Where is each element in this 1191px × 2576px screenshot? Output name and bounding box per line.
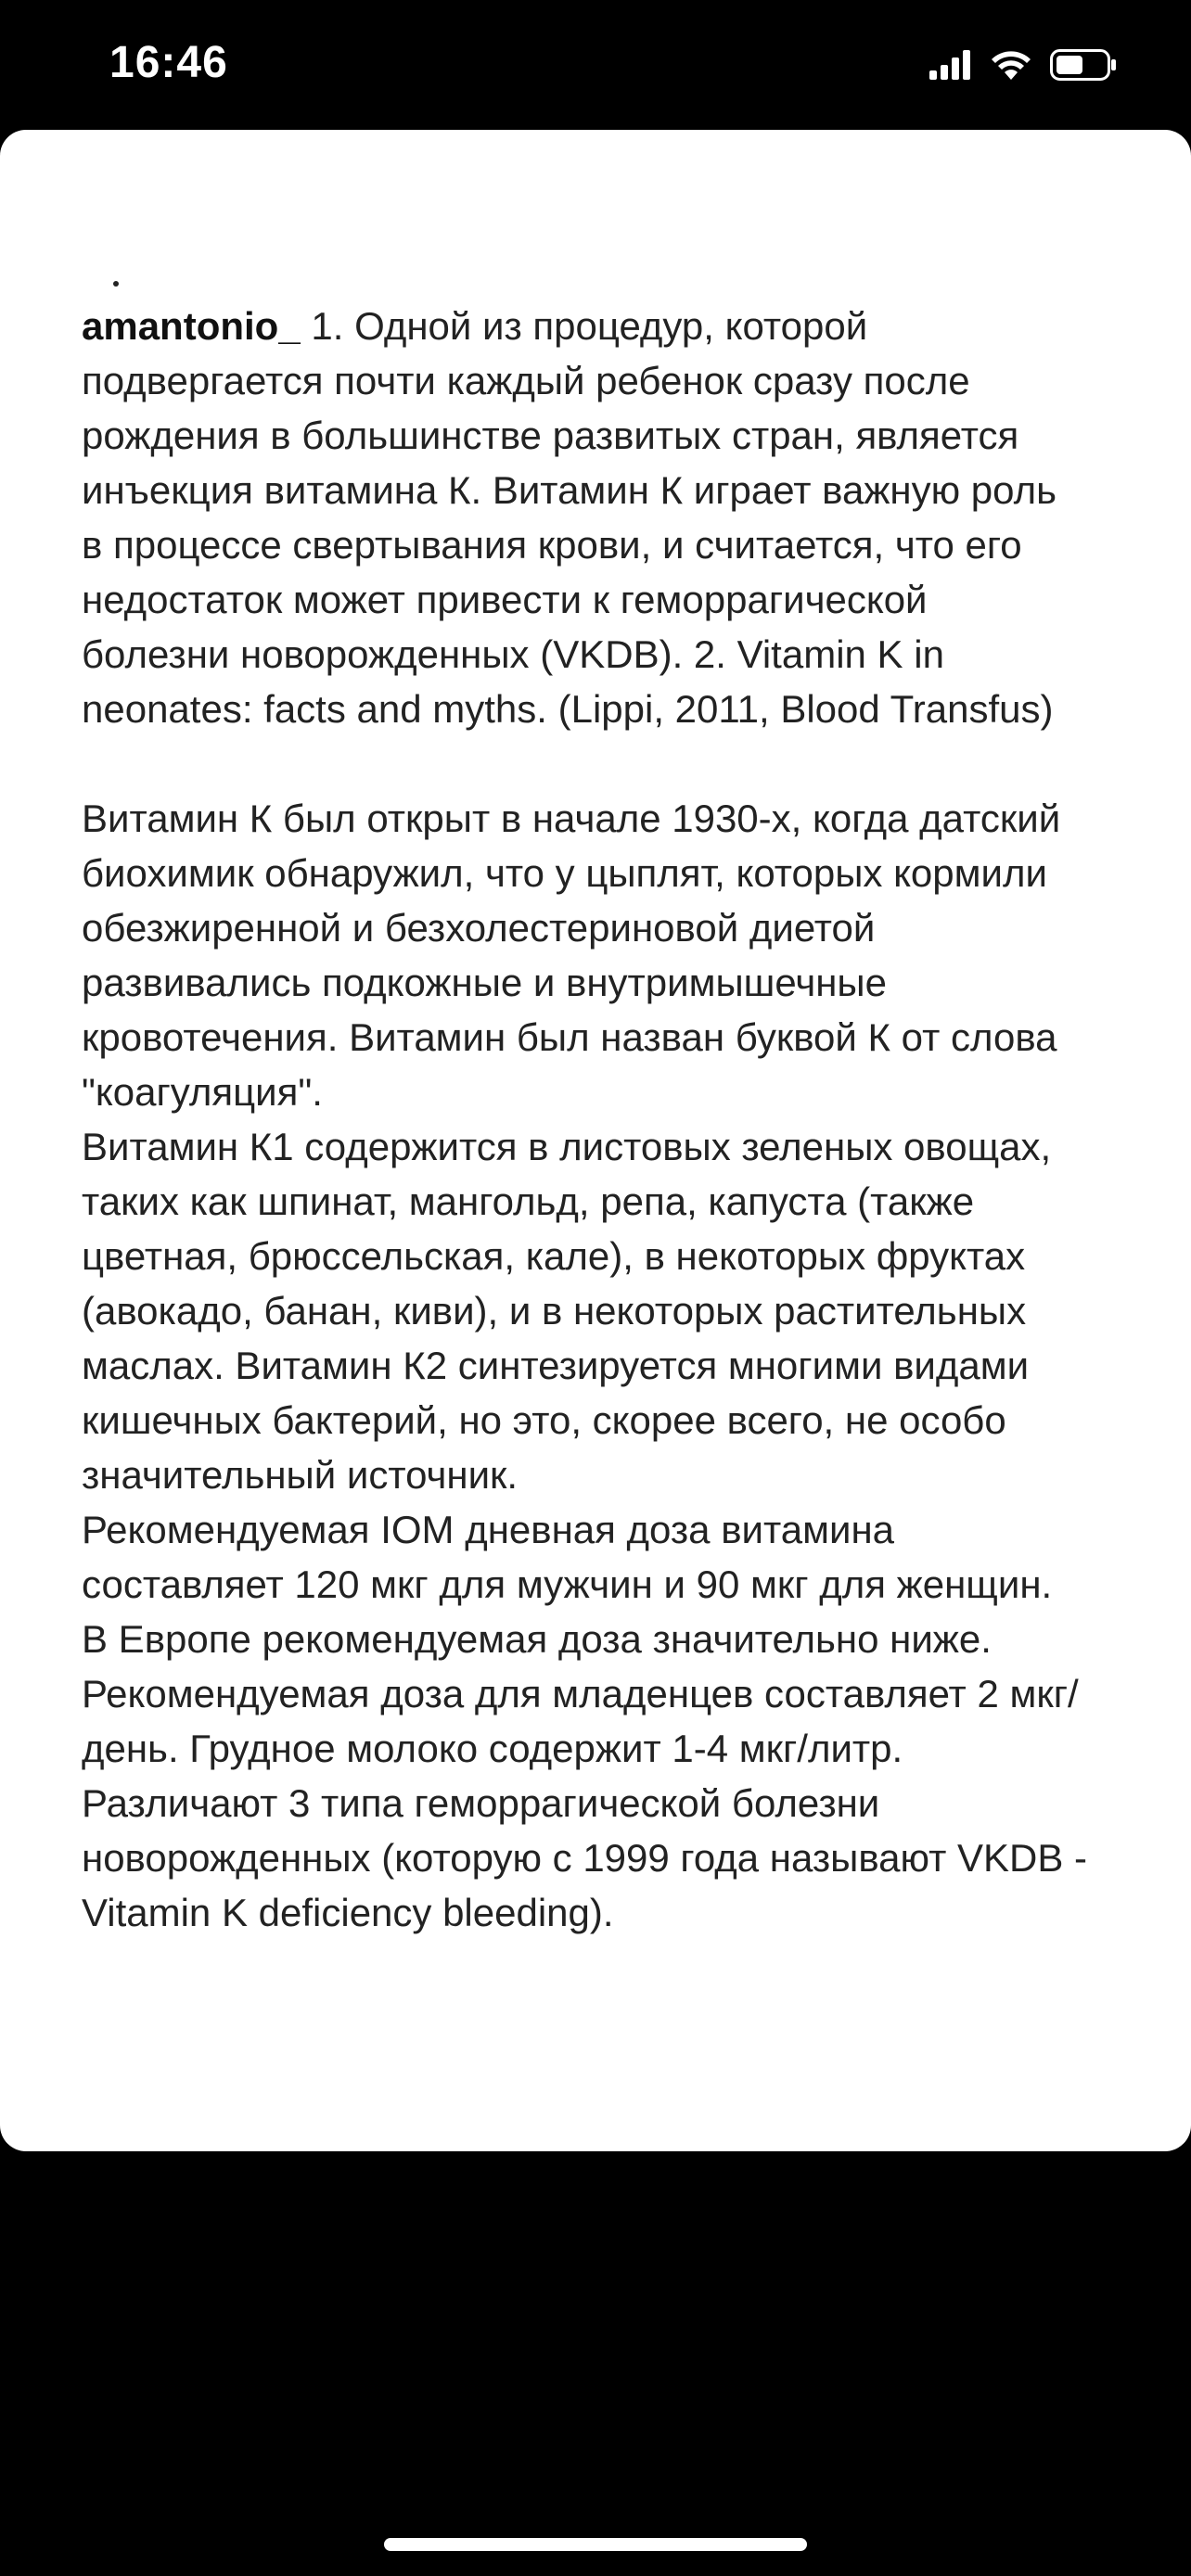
post-username[interactable]: amantonio_ — [82, 304, 301, 348]
cellular-signal-icon — [929, 50, 972, 80]
dot-marker — [113, 281, 119, 287]
status-time: 16:46 — [109, 38, 228, 87]
home-indicator[interactable] — [384, 2538, 807, 2551]
post-text: 1. Одной из процедур, которой подвергается почти каждый ребенок сразу после рождения в большинстве развитых стран, является инъекция витамина К. Витамин К играет важную роль в процессе свертывания крови, и считается, что его недостаток может привести к геморрагической болезни новорожденных (VKDB). 2. Vitamin K in neonates: facts and myths. (Lippi, 2011, Blood Transfus) Витамин К был открыт в начале 1930-х, когда датский биохимик обнаружил, что у цыплят, которых кормили обезжиренной и безхолестериновой диетой развивались подкожные и внутримышечные кровотечения. Витамин был назван буквой К от слова "коагуляция". Витамин К1 содержится в листовых зеленых овощах, таких как шпинат, мангольд, репа, капуста (также цветная, брюссельская, кале), в некоторых фруктах (авокадо, банан, киви), и в некоторых растительных маслах. Витамин К2 синтезируется многими видами кишечных бактерий, но это, скорее всего, не особо значительный источник. Рекомендуемая IOM дневная доза витамина составляет 120 мкг для мужчин и 90 мкг для женщин. В Европе рекомендуемая доза значительно ниже. Рекомендуемая доза для младенцев составляет 2 мкг/ день. Грудное молоко содержит 1-4 мкг/литр. Различают 3 типа геморрагической болезни новорожденных (которую с 1999 года называют VKDB - Vitamin K deficiency bleeding). — [82, 304, 1088, 1934]
post-caption — [82, 299, 1158, 1940]
status-bar — [0, 0, 1191, 130]
status-icons — [929, 45, 1117, 85]
battery-icon — [1050, 49, 1117, 81]
wifi-icon — [991, 50, 1031, 80]
